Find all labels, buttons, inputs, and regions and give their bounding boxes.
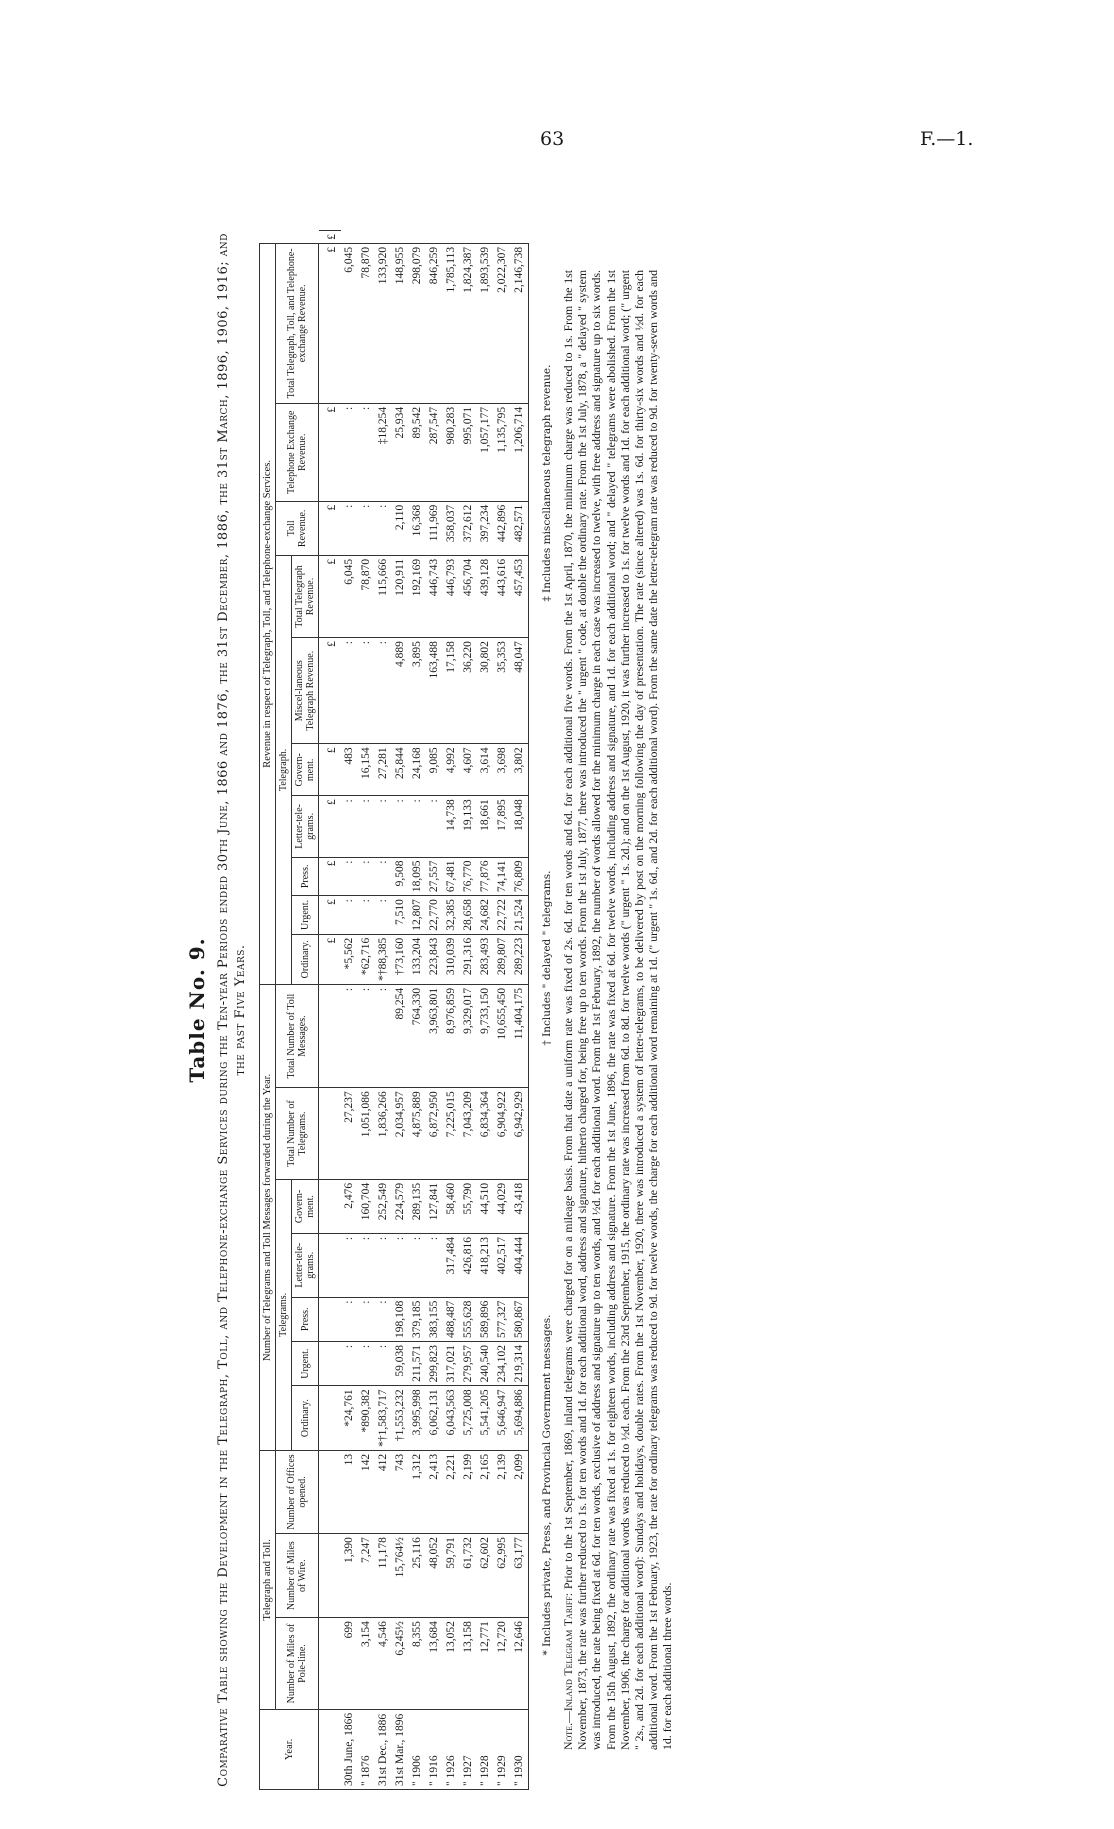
cell-urgent: 240,540 [477,1341,494,1385]
table-row [341,231,358,1790]
header-press: Press. [292,1297,319,1341]
cell-letter: 317,484 [443,1233,460,1297]
cell-r-misc: 17,158 [443,638,460,744]
cell-total-tel: 1,836,266 [375,1088,392,1180]
cell-total-toll: 10,655,450 [494,984,511,1087]
cell-letter: 426,816 [460,1233,477,1297]
currency-symbol: £ [319,403,342,501]
header-miles-wire: Number of Miles of Wire. [276,1534,319,1618]
cell-wire: 63,177 [511,1534,529,1618]
cell-wire: 25,116 [409,1534,426,1618]
cell-r-letter: 19,133 [460,796,477,857]
cell-letter: 404,444 [511,1233,529,1297]
cell-r-urgent: 7,510 [392,896,409,935]
cell-press: 577,327 [494,1297,511,1341]
cell-r-total-tel: 120,911 [392,555,409,637]
cell-offices: 2,413 [426,1450,443,1533]
cell-r-letter: : [341,796,358,857]
cell-urgent: 317,021 [443,1341,460,1385]
cell-grand-total: 1,785,113 [443,243,460,403]
cell-grand-total: 1,893,539 [477,243,494,403]
cell-ordinary: *†1,583,717 [375,1386,392,1451]
cell-total-toll: 11,404,175 [511,984,529,1087]
cell-wire: 1,390 [341,1534,358,1618]
cell-offices: 2,221 [443,1450,460,1533]
table-row [494,231,511,1790]
cell-year: " 1927 [460,1709,477,1789]
cell-wire: 62,602 [477,1534,494,1618]
table-subtitle: Comparative Table showing the Development in the Telegraph, Toll, and Telephone-exchange Services during the Ten-year Periods ended 30th June, 1866 and 1876, the 31st December, 1886, the 31st March, 1896, 1906, 1916; and the past Five Years. [216,233,248,1787]
cell-r-govt: 16,154 [358,744,375,796]
cell-press: : [358,1297,375,1341]
cell-r-total-tel: 446,743 [426,555,443,637]
cell-r-press: : [375,857,392,896]
cell-tel-ex-rev: ‡18,254 [375,403,392,501]
cell-r-total-tel: 439,128 [477,555,494,637]
cell-govt: 224,579 [392,1179,409,1233]
cell-grand-total: 1,824,387 [460,243,477,403]
currency-row [319,231,342,1790]
cell-r-total-tel: 115,666 [375,555,392,637]
header-rev-govt: Govern-ment. [292,744,319,796]
cell-press: 580,867 [511,1297,529,1341]
cell-total-tel: 4,875,889 [409,1088,426,1180]
cell-r-govt: 25,844 [392,744,409,796]
currency-symbol: £ [319,896,342,935]
note-text: : Prior to the 1st September, 1869, inland telegrams were charged for on a mileage basis. From that date a uniform rate was fixed of 2s. 6d. for ten words and 6d. for each additional five words. From the 1st April, 1870, the minimum charge was reduced to 1s. From the 1st November, 1873, the rate was further reduced to 1s. for ten words and 1d. for each additional word, address and signature, hitherto charged for, being free up to ten words. From the 1st July, 1877, there was introduced the " urgent " code, at double the ordinary rate. From the 1st July, 1878, a " delayed " system was introduced, the rate being fixed at 6d. for ten words, exclusive of address and signature up to ten words, and ½d. for each additional word. From the 1st February, 1892, the number of words allowed for the minimum charge in each case was increased to twelve, with free address and signature up to six words. From the 15th August, 1892, the ordinary rate was fixed at 1s. for eighteen words, including address and signature. From the 1st June, 1896, the rate was fixed at 6d. for twelve words, including address and signature, and 1d. for each additional word; and " delayed " telegrams were abolished. From the 1st November, 1906, the charge for additional words was reduced to ½d. each. From the 23rd September, 1915, the ordinary rate was increased from 6d. to 8d. for twelve words (" urgent " 1s. 2d.); and on the 1st August, 1920, it was further increased to 1s. for twelve words and 1d. for each additional word; (" urgent " 2s., and 2d. for each additional word): Sundays and holidays, double rates. From the 1st November, 1920, there was introduced a system of letter-telegrams, to be delivered by post on the morning following the day of presentation. The rate (since altered) was 1s. 6d. for thirty-six words and ½d. for each additional word. From the 1st February, 1923, the rate for ordinary telegrams was reduced to 9d. for twelve words, the charge for each additional word remaining at 1d. (" urgent " 1s. 6d., and 2d. for each additional word). From the same date the letter-telegram rate was reduced to 9d. for twenty-seven words and 1d. for each additional three words. [561,270,675,1750]
cell-r-urgent: 24,682 [477,896,494,935]
table-row [443,231,460,1790]
cell-r-press: 67,481 [443,857,460,896]
cell-govt: 55,790 [460,1179,477,1233]
cell-r-urgent: 32,385 [443,896,460,935]
cell-r-govt: 24,168 [409,744,426,796]
header-rev-urgent: Urgent. [292,896,319,935]
cell-toll-rev: 358,037 [443,501,460,555]
cell-ordinary: 3,995,998 [409,1386,426,1451]
header-rev-total-telegraph: Total Telegraph Revenue. [292,555,319,637]
cell-total-toll: 89,254 [392,984,409,1087]
cell-pole: 8,355 [409,1618,426,1710]
cell-r-govt: 9,085 [426,744,443,796]
cell-toll-rev: 111,969 [426,501,443,555]
cell-letter: 418,213 [477,1233,494,1297]
header-telegraph-toll: Telegraph and Toll. [260,1450,276,1709]
table-row [460,231,477,1790]
cell-govt: 44,510 [477,1179,494,1233]
table-row [375,231,392,1790]
cell-r-misc: : [341,638,358,744]
cell-tel-ex-rev: 995,071 [460,403,477,501]
header-toll-revenue: Toll Revenue. [276,501,319,555]
header-miles-pole: Number of Miles of Pole-line. [276,1618,319,1710]
header-rev-ordinary: Ordinary. [292,934,319,984]
cell-letter: : [341,1233,358,1297]
header-total-telegrams: Total Number of Telegrams. [276,1088,319,1180]
cell-r-govt: 483 [341,744,358,796]
table-title: Table No. 9. [185,937,209,1083]
cell-grand-total: 846,259 [426,243,443,403]
currency-symbol: £ [319,501,342,555]
cell-r-misc: 163,488 [426,638,443,744]
cell-year: " 1876 [358,1709,375,1789]
cell-total-toll: : [358,984,375,1087]
currency-symbol: £ [319,744,342,796]
cell-r-misc: 36,220 [460,638,477,744]
cell-tel-ex-rev: 980,283 [443,403,460,501]
cell-year: 30th June, 1866 [341,1709,358,1789]
note-lead: Note.—Inland Telegram Tariff [561,1596,575,1750]
footnotes [541,230,553,1790]
cell-r-letter: : [426,796,443,857]
cell-r-press: 9,508 [392,857,409,896]
cell-total-toll: : [341,984,358,1087]
cell-r-letter: 17,895 [494,796,511,857]
cell-total-tel: 27,237 [341,1088,358,1180]
header-number-forwarded: Number of Telegrams and Toll Messages forwarded during the Year. [260,984,276,1450]
cell-offices: 1,312 [409,1450,426,1533]
cell-letter: : [409,1233,426,1297]
header-rev-letter: Letter-tele-grams. [292,796,319,857]
header-letter: Letter-tele-grams. [292,1233,319,1297]
cell-r-letter: 18,661 [477,796,494,857]
cell-r-total-tel: 443,616 [494,555,511,637]
cell-total-toll: 8,976,859 [443,984,460,1087]
cell-r-urgent: : [375,896,392,935]
cell-press: 488,487 [443,1297,460,1341]
cell-toll-rev: 397,234 [477,501,494,555]
cell-grand-total: 298,079 [409,243,426,403]
cell-r-total-tel: 457,453 [511,555,529,637]
cell-r-misc: 30,802 [477,638,494,744]
cell-r-total-tel: 6,045 [341,555,358,637]
cell-r-ordinary: 223,843 [426,934,443,984]
cell-pole: 699 [341,1618,358,1710]
cell-wire: 11,178 [375,1534,392,1618]
footnote-private: * Includes private, Press, and Provincial Government messages. [541,1314,553,1656]
cell-toll-rev: 442,896 [494,501,511,555]
cell-offices: 142 [358,1450,375,1533]
cell-year: 31st Mar., 1896 [392,1709,409,1789]
cell-r-misc: 35,353 [494,638,511,744]
header-telegraph: Telegraph. [276,555,292,984]
header-ordinary: Ordinary. [292,1386,319,1451]
cell-wire: 62,995 [494,1534,511,1618]
cell-letter: : [426,1233,443,1297]
header-telegrams: Telegrams. [276,1179,292,1450]
table-row [477,231,494,1790]
cell-pole: 13,158 [460,1618,477,1710]
cell-offices: 2,139 [494,1450,511,1533]
cell-wire: 59,791 [443,1534,460,1618]
cell-r-press: 77,876 [477,857,494,896]
cell-r-ordinary: *62,716 [358,934,375,984]
header-revenue: Revenue in respect of Telegraph, Toll, and Telephone-exchange Services. [260,243,276,984]
cell-ordinary: 5,694,886 [511,1386,529,1451]
cell-wire: 15,764½ [392,1534,409,1618]
cell-govt: 58,460 [443,1179,460,1233]
cell-grand-total: 148,955 [392,243,409,403]
header-urgent: Urgent. [292,1341,319,1385]
cell-wire: 48,052 [426,1534,443,1618]
currency-symbol: £ [319,555,342,637]
cell-r-ordinary: †73,160 [392,934,409,984]
cell-urgent: : [341,1341,358,1385]
cell-offices: 743 [392,1450,409,1533]
cell-pole: 13,052 [443,1618,460,1710]
cell-r-misc: 3,895 [409,638,426,744]
cell-urgent: : [358,1341,375,1385]
header-year: Year. [260,1709,319,1789]
cell-r-press: 76,770 [460,857,477,896]
cell-year: " 1930 [511,1709,529,1789]
table-row [358,231,375,1790]
cell-total-toll: 764,330 [409,984,426,1087]
currency-symbol: £ [319,934,342,984]
cell-tel-ex-rev: 89,542 [409,403,426,501]
cell-r-govt: 27,281 [375,744,392,796]
cell-offices: 412 [375,1450,392,1533]
cell-r-letter: 14,738 [443,796,460,857]
cell-total-tel: 7,043,209 [460,1088,477,1180]
cell-r-misc: : [358,638,375,744]
cell-ordinary: 6,062,131 [426,1386,443,1451]
cell-urgent: 279,957 [460,1341,477,1385]
cell-pole: 6,245½ [392,1618,409,1710]
cell-govt: 43,418 [511,1179,529,1233]
cell-pole: 13,684 [426,1618,443,1710]
cell-r-letter: 18,048 [511,796,529,857]
cell-r-govt: 4,607 [460,744,477,796]
cell-wire: 7,247 [358,1534,375,1618]
cell-year: 31st Dec., 1886 [375,1709,392,1789]
cell-tel-ex-rev: : [341,403,358,501]
cell-total-toll: 9,329,017 [460,984,477,1087]
cell-urgent: 299,823 [426,1341,443,1385]
table-row [511,231,529,1790]
cell-govt: 160,704 [358,1179,375,1233]
cell-year: " 1906 [409,1709,426,1789]
cell-urgent: : [375,1341,392,1385]
cell-toll-rev: 482,571 [511,501,529,555]
cell-r-govt: 3,802 [511,744,529,796]
cell-r-govt: 3,698 [494,744,511,796]
cell-govt: 44,029 [494,1179,511,1233]
cell-r-ordinary: *†88,385 [375,934,392,984]
cell-r-urgent: 22,722 [494,896,511,935]
cell-r-misc: 4,889 [392,638,409,744]
cell-govt: 127,841 [426,1179,443,1233]
cell-govt: 252,549 [375,1179,392,1233]
cell-year: " 1926 [443,1709,460,1789]
cell-tel-ex-rev: 25,934 [392,403,409,501]
cell-tel-ex-rev: 1,206,714 [511,403,529,501]
cell-letter: 402,517 [494,1233,511,1297]
development-table [259,230,529,1790]
cell-total-toll: 3,963,801 [426,984,443,1087]
cell-total-tel: 2,034,957 [392,1088,409,1180]
cell-toll-rev: 372,612 [460,501,477,555]
cell-pole: 12,646 [511,1618,529,1710]
cell-ordinary: 5,541,205 [477,1386,494,1451]
cell-r-urgent: 22,770 [426,896,443,935]
header-rev-misc: Miscel-laneous Telegraph Revenue. [292,638,319,744]
cell-total-tel: 1,051,086 [358,1088,375,1180]
cell-ordinary: 5,646,947 [494,1386,511,1451]
currency-symbol: £ [319,638,342,744]
cell-urgent: 59,038 [392,1341,409,1385]
cell-r-letter: : [409,796,426,857]
cell-ordinary: *890,382 [358,1386,375,1451]
cell-r-total-tel: 446,793 [443,555,460,637]
cell-grand-total: 6,045 [341,243,358,403]
cell-toll-rev: 16,368 [409,501,426,555]
cell-grand-total: 2,022,307 [494,243,511,403]
cell-urgent: 211,571 [409,1341,426,1385]
cell-r-letter: : [392,796,409,857]
cell-r-total-tel: 456,704 [460,555,477,637]
cell-press: 589,896 [477,1297,494,1341]
cell-total-tel: 6,942,929 [511,1088,529,1180]
cell-ordinary: 6,043,563 [443,1386,460,1451]
cell-r-ordinary: 310,039 [443,934,460,984]
cell-urgent: 234,102 [494,1341,511,1385]
cell-r-ordinary: 133,204 [409,934,426,984]
cell-ordinary: *24,761 [341,1386,358,1451]
cell-press: 555,628 [460,1297,477,1341]
cell-press: 379,185 [409,1297,426,1341]
cell-govt: 289,135 [409,1179,426,1233]
cell-wire: 61,732 [460,1534,477,1618]
page-code: F.—1. [920,128,974,150]
cell-r-ordinary: 289,807 [494,934,511,984]
cell-grand-total: 2,146,738 [511,243,529,403]
header-rev-press: Press. [292,857,319,896]
cell-press: : [375,1297,392,1341]
currency-symbol: £ [319,857,342,896]
cell-r-press: 76,809 [511,857,529,896]
cell-r-total-tel: 78,870 [358,555,375,637]
cell-ordinary: †1,553,232 [392,1386,409,1451]
table-row [409,231,426,1790]
cell-r-govt: 3,614 [477,744,494,796]
cell-pole: 3,154 [358,1618,375,1710]
cell-toll-rev: 2,110 [392,501,409,555]
cell-r-urgent: 21,524 [511,896,529,935]
cell-tel-ex-rev: : [358,403,375,501]
cell-r-press: 18,095 [409,857,426,896]
cell-total-toll: 9,733,150 [477,984,494,1087]
cell-r-ordinary: 291,316 [460,934,477,984]
cell-r-ordinary: 289,223 [511,934,529,984]
cell-govt: 2,476 [341,1179,358,1233]
cell-r-urgent: : [358,896,375,935]
cell-year: " 1928 [477,1709,494,1789]
cell-total-tel: 6,872,950 [426,1088,443,1180]
cell-ordinary: 5,725,008 [460,1386,477,1451]
cell-urgent: 219,314 [511,1341,529,1385]
cell-total-toll: : [375,984,392,1087]
header-total-toll: Total Number of Toll Messages. [276,984,319,1087]
cell-total-tel: 6,904,922 [494,1088,511,1180]
cell-grand-total: 133,920 [375,243,392,403]
cell-tel-ex-rev: 1,135,795 [494,403,511,501]
cell-r-urgent: : [341,896,358,935]
page-number: 63 [540,128,565,150]
cell-pole: 12,771 [477,1618,494,1710]
rotated-page-content [185,230,985,1790]
cell-r-press: : [358,857,375,896]
cell-r-press: : [341,857,358,896]
cell-tel-ex-rev: 1,057,177 [477,403,494,501]
cell-offices: 2,165 [477,1450,494,1533]
header-grand-total: Total Telegraph, Toll, and Telephone-exchange Revenue. [276,243,319,403]
table-row [426,231,443,1790]
cell-total-tel: 7,225,015 [443,1088,460,1180]
cell-r-misc: : [375,638,392,744]
cell-toll-rev: : [341,501,358,555]
cell-letter: : [392,1233,409,1297]
cell-press: 383,155 [426,1297,443,1341]
cell-letter: : [375,1233,392,1297]
header-offices: Number of Offices opened. [276,1450,319,1533]
table-row [392,231,409,1790]
cell-year: " 1929 [494,1709,511,1789]
header-govt: Govern-ment. [292,1179,319,1233]
cell-offices: 2,099 [511,1450,529,1533]
cell-offices: 2,199 [460,1450,477,1533]
cell-r-ordinary: 283,493 [477,934,494,984]
header-telephone-revenue: Telephone Exchange Revenue. [276,403,319,501]
cell-press: : [341,1297,358,1341]
cell-r-total-tel: 192,169 [409,555,426,637]
currency-symbol: £ [319,243,342,403]
cell-r-press: 27,557 [426,857,443,896]
cell-r-ordinary: *5,562 [341,934,358,984]
cell-total-tel: 6,834,364 [477,1088,494,1180]
cell-grand-total: 78,870 [358,243,375,403]
cell-r-press: 74,141 [494,857,511,896]
cell-r-letter: : [375,796,392,857]
cell-pole: 12,720 [494,1618,511,1710]
cell-toll-rev: : [375,501,392,555]
cell-letter: : [358,1233,375,1297]
cell-r-letter: : [358,796,375,857]
cell-pole: 4,546 [375,1618,392,1710]
tariff-note [561,270,675,1750]
footnote-misc: ‡ Includes miscellaneous telegraph revenue. [541,364,553,602]
cell-r-urgent: 28,658 [460,896,477,935]
cell-toll-rev: : [358,501,375,555]
currency-symbol: £ [319,231,342,244]
cell-r-urgent: 12,807 [409,896,426,935]
currency-symbol: £ [319,796,342,857]
cell-year: " 1916 [426,1709,443,1789]
cell-r-govt: 4,992 [443,744,460,796]
cell-r-misc: 48,047 [511,638,529,744]
cell-offices: 13 [341,1450,358,1533]
cell-press: 198,108 [392,1297,409,1341]
cell-tel-ex-rev: 287,547 [426,403,443,501]
footnote-delayed: † Includes " delayed " telegrams. [541,870,553,1046]
